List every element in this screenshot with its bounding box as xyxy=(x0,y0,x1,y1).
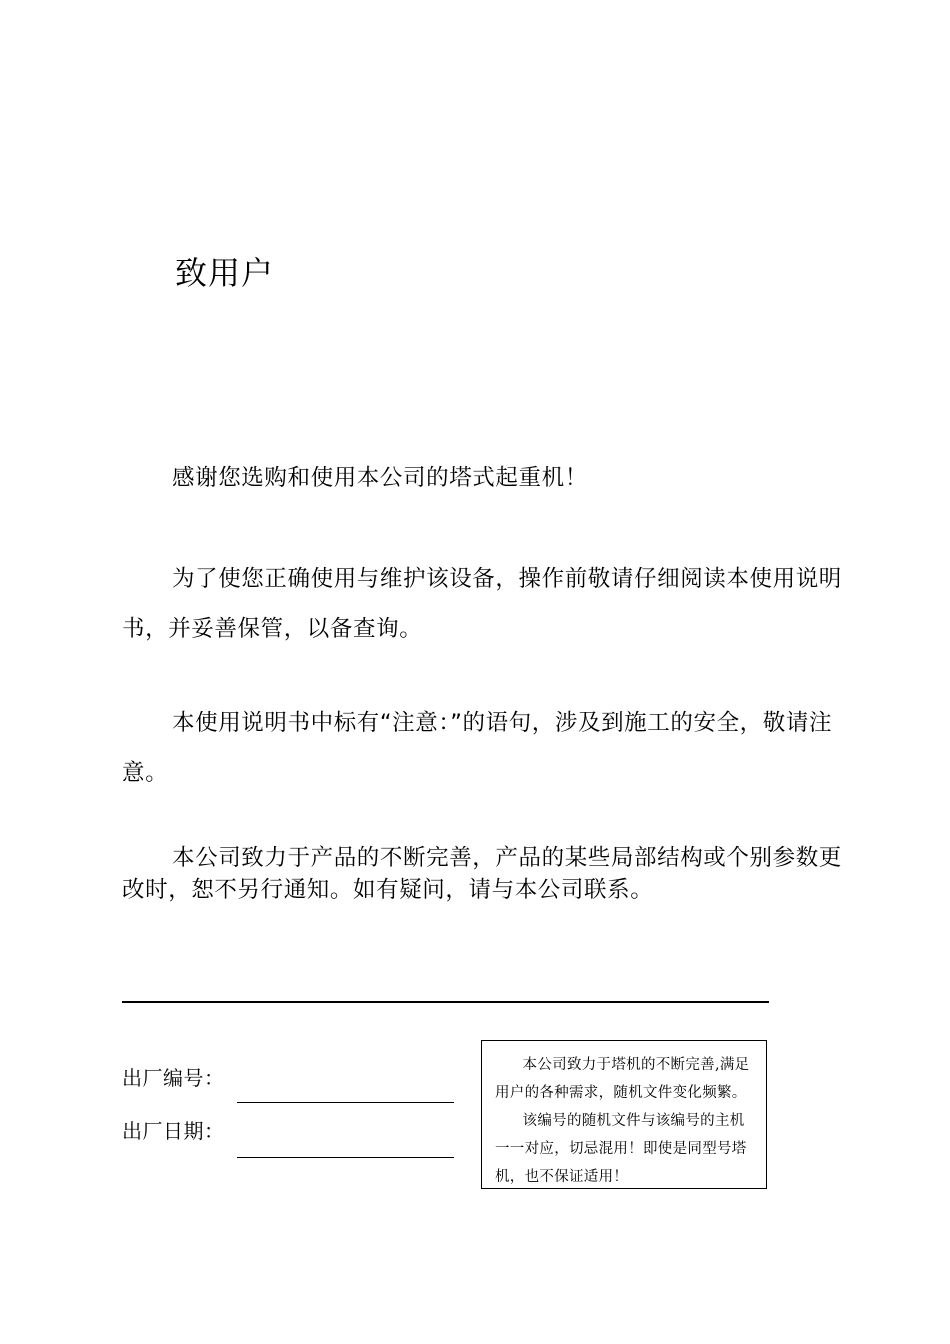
notice-text-2: 该编号的随机文件与该编号的主机一一对应，切忌混用！即使是同型号塔机，也不保证适用！ xyxy=(495,1113,747,1185)
page-title: 致用户 xyxy=(175,254,275,292)
change-notice-paragraph xyxy=(122,842,862,906)
section-divider xyxy=(122,1001,769,1003)
serial-number-field[interactable] xyxy=(237,1102,454,1103)
reading-instruction-text: 为了使您正确使用与维护该设备，操作前敬请仔细阅读本使用说明书，并妥善保管，以备查询。 xyxy=(122,566,842,642)
thanks-text: 感谢您选购和使用本公司的塔式起重机！ xyxy=(172,465,588,491)
safety-notice-paragraph xyxy=(122,698,862,798)
thanks-paragraph xyxy=(122,462,862,494)
factory-date-label: 出厂日期： xyxy=(122,1119,225,1143)
document-notice-box xyxy=(481,1040,767,1189)
factory-date-field[interactable] xyxy=(237,1157,454,1158)
change-notice-text: 本公司致力于产品的不断完善，产品的某些局部结构或个别参数更改时，恕不另行通知。如有疑问，请与本公司联系。 xyxy=(122,845,842,903)
safety-notice-text: 本使用说明书中标有“注意：”的语句，涉及到施工的安全，敬请注意。 xyxy=(122,710,833,786)
notice-text-1: 本公司致力于塔机的不断完善,满足用户的各种需求，随机文件变化频繁。 xyxy=(495,1057,750,1101)
serial-number-label: 出厂编号： xyxy=(122,1066,225,1090)
reading-instruction-paragraph xyxy=(122,554,862,654)
